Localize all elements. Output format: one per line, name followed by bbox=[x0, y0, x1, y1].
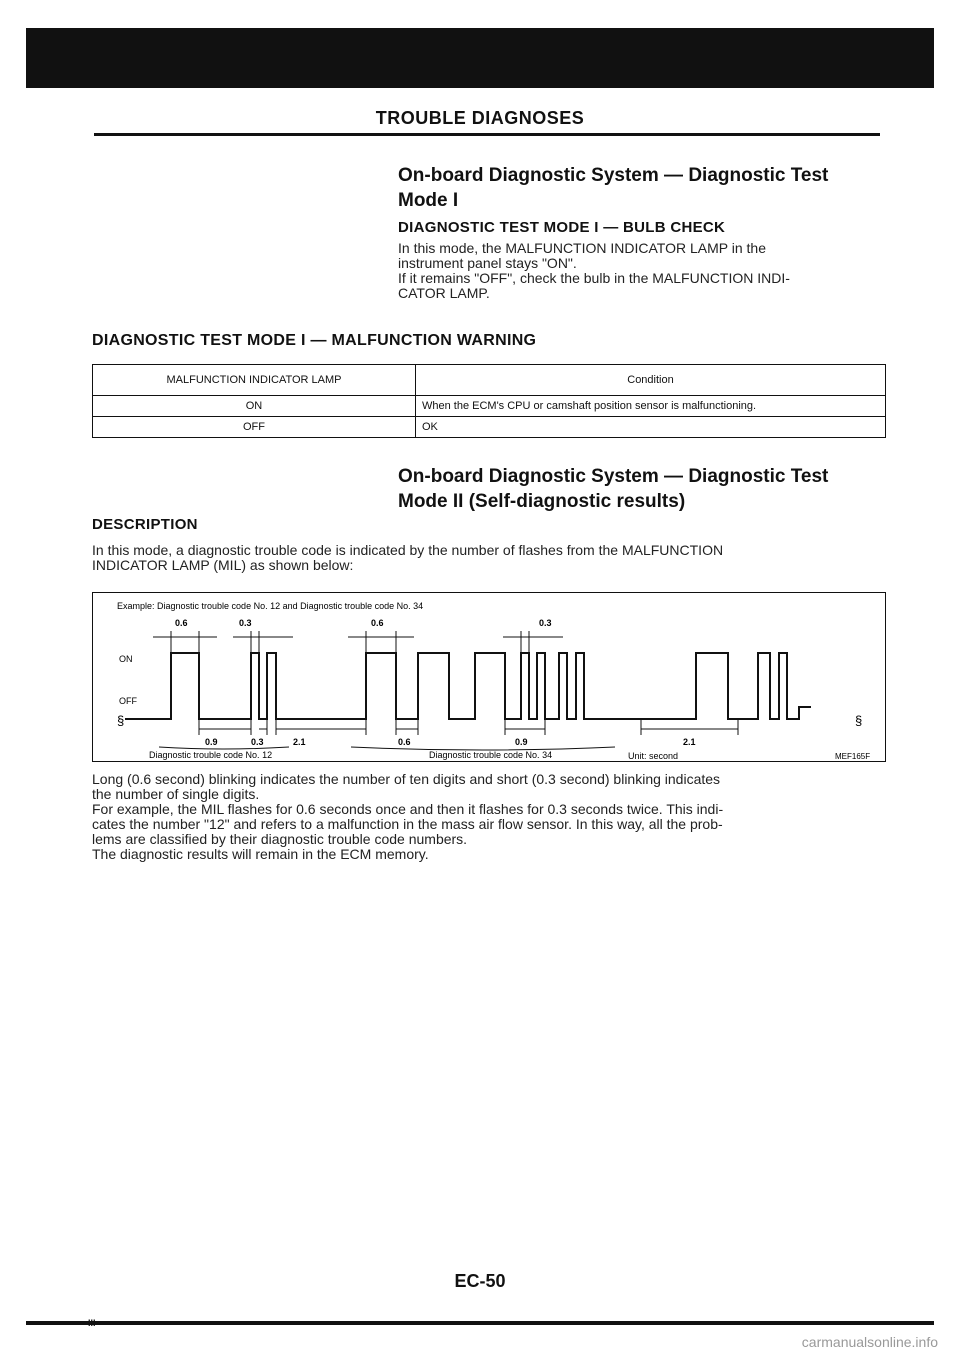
section-title: TROUBLE DIAGNOSES bbox=[375, 108, 585, 128]
bottom-duration-label: 0.3 bbox=[251, 737, 264, 747]
bulb-check-text bbox=[398, 241, 888, 301]
mode1-heading-line1: On-board Diagnostic System — Diagnostic Test bbox=[398, 165, 829, 186]
table-cell: OFF bbox=[93, 417, 416, 438]
on-label: ON bbox=[119, 654, 133, 664]
table-row bbox=[93, 417, 886, 438]
bottom-duration-label: 0.6 bbox=[398, 737, 411, 747]
table-cell: ON bbox=[93, 396, 416, 417]
example-caption: Example: Diagnostic trouble code No. 12 and Diagnostic trouble code No. 34 bbox=[117, 601, 424, 611]
watermark: carmanualsonline.info bbox=[801, 1334, 938, 1350]
mode2-heading-line1: On-board Diagnostic System — Diagnostic Test bbox=[398, 466, 829, 487]
page-number: EC-50 bbox=[454, 1271, 506, 1291]
title-underline bbox=[94, 133, 880, 136]
bottom-duration-label: 0.9 bbox=[515, 737, 528, 747]
table-header: MALFUNCTION INDICATOR LAMP bbox=[93, 365, 416, 396]
flash-timing-svg bbox=[93, 593, 887, 763]
table-header-row bbox=[93, 365, 886, 396]
bottom-duration-label: 2.1 bbox=[293, 737, 306, 747]
text-line: CATOR LAMP. bbox=[398, 285, 490, 301]
bottom-duration-label: 2.1 bbox=[683, 737, 696, 747]
top-duration-label: 0.3 bbox=[539, 618, 552, 628]
break-symbol-right: § bbox=[855, 713, 863, 728]
mil-waveform bbox=[125, 653, 811, 719]
malfunction-table bbox=[92, 364, 886, 438]
figure-reference: MEF165F bbox=[835, 752, 871, 761]
footer-corner-mark: III bbox=[88, 1318, 96, 1328]
code12-caption: Diagnostic trouble code No. 12 bbox=[149, 750, 273, 760]
mode2-heading-line2: Mode II (Self-diagnostic results) bbox=[398, 491, 686, 512]
header-black-bar bbox=[26, 28, 934, 88]
top-duration-label: 0.6 bbox=[371, 618, 384, 628]
table-header: Condition bbox=[416, 365, 886, 396]
text-line: the number of single digits. bbox=[92, 786, 260, 802]
top-duration-label: 0.3 bbox=[239, 618, 252, 628]
break-symbol-left: § bbox=[117, 713, 125, 728]
code34-caption: Diagnostic trouble code No. 34 bbox=[429, 750, 553, 760]
top-dimension-marks bbox=[153, 631, 563, 653]
mil-flash-diagram bbox=[92, 592, 886, 762]
code12-brace bbox=[159, 747, 289, 749]
description-intro bbox=[92, 543, 892, 573]
mode1-heading bbox=[398, 163, 828, 213]
text-line: cates the number "12" and refers to a malfunction in the mass air flow sensor. In this way, all the prob- bbox=[92, 816, 723, 832]
mode1-heading-line2: Mode I bbox=[398, 190, 459, 211]
bottom-dimension-marks bbox=[199, 719, 738, 735]
text-line: lems are classified by their diagnostic trouble code numbers. bbox=[92, 831, 468, 847]
text-line: The diagnostic results will remain in the ECM memory. bbox=[92, 846, 429, 862]
text-line: For example, the MIL flashes for 0.6 seconds once and then it flashes for 0.3 seconds twice. This indi- bbox=[92, 801, 724, 817]
text-line: If it remains "OFF", check the bulb in the MALFUNCTION INDI- bbox=[398, 270, 790, 286]
description-heading: DESCRIPTION bbox=[92, 516, 198, 533]
text-line: INDICATOR LAMP (MIL) as shown below: bbox=[92, 557, 354, 573]
unit-label: Unit: second bbox=[628, 751, 679, 761]
table-cell: When the ECM's CPU or camshaft position sensor is malfunctioning. bbox=[416, 396, 886, 417]
off-label: OFF bbox=[119, 696, 137, 706]
footer-rule bbox=[26, 1321, 934, 1325]
text-line: Long (0.6 second) blinking indicates the number of ten digits and short (0.3 second) blinking indicates bbox=[92, 771, 721, 787]
malfunction-warning-heading: DIAGNOSTIC TEST MODE I — MALFUNCTION WARNING bbox=[92, 332, 537, 349]
top-duration-label: 0.6 bbox=[175, 618, 188, 628]
table-row bbox=[93, 396, 886, 417]
mode2-heading bbox=[398, 464, 828, 514]
bottom-duration-label: 0.9 bbox=[205, 737, 218, 747]
text-line: In this mode, a diagnostic trouble code is indicated by the number of flashes from the MALFUNCTION bbox=[92, 542, 724, 558]
text-line: instrument panel stays "ON". bbox=[398, 255, 577, 271]
bulb-check-heading: DIAGNOSTIC TEST MODE I — BULB CHECK bbox=[398, 219, 726, 236]
text-line: In this mode, the MALFUNCTION INDICATOR LAMP in the bbox=[398, 240, 766, 256]
description-body bbox=[92, 772, 892, 862]
table-cell: OK bbox=[416, 417, 886, 438]
